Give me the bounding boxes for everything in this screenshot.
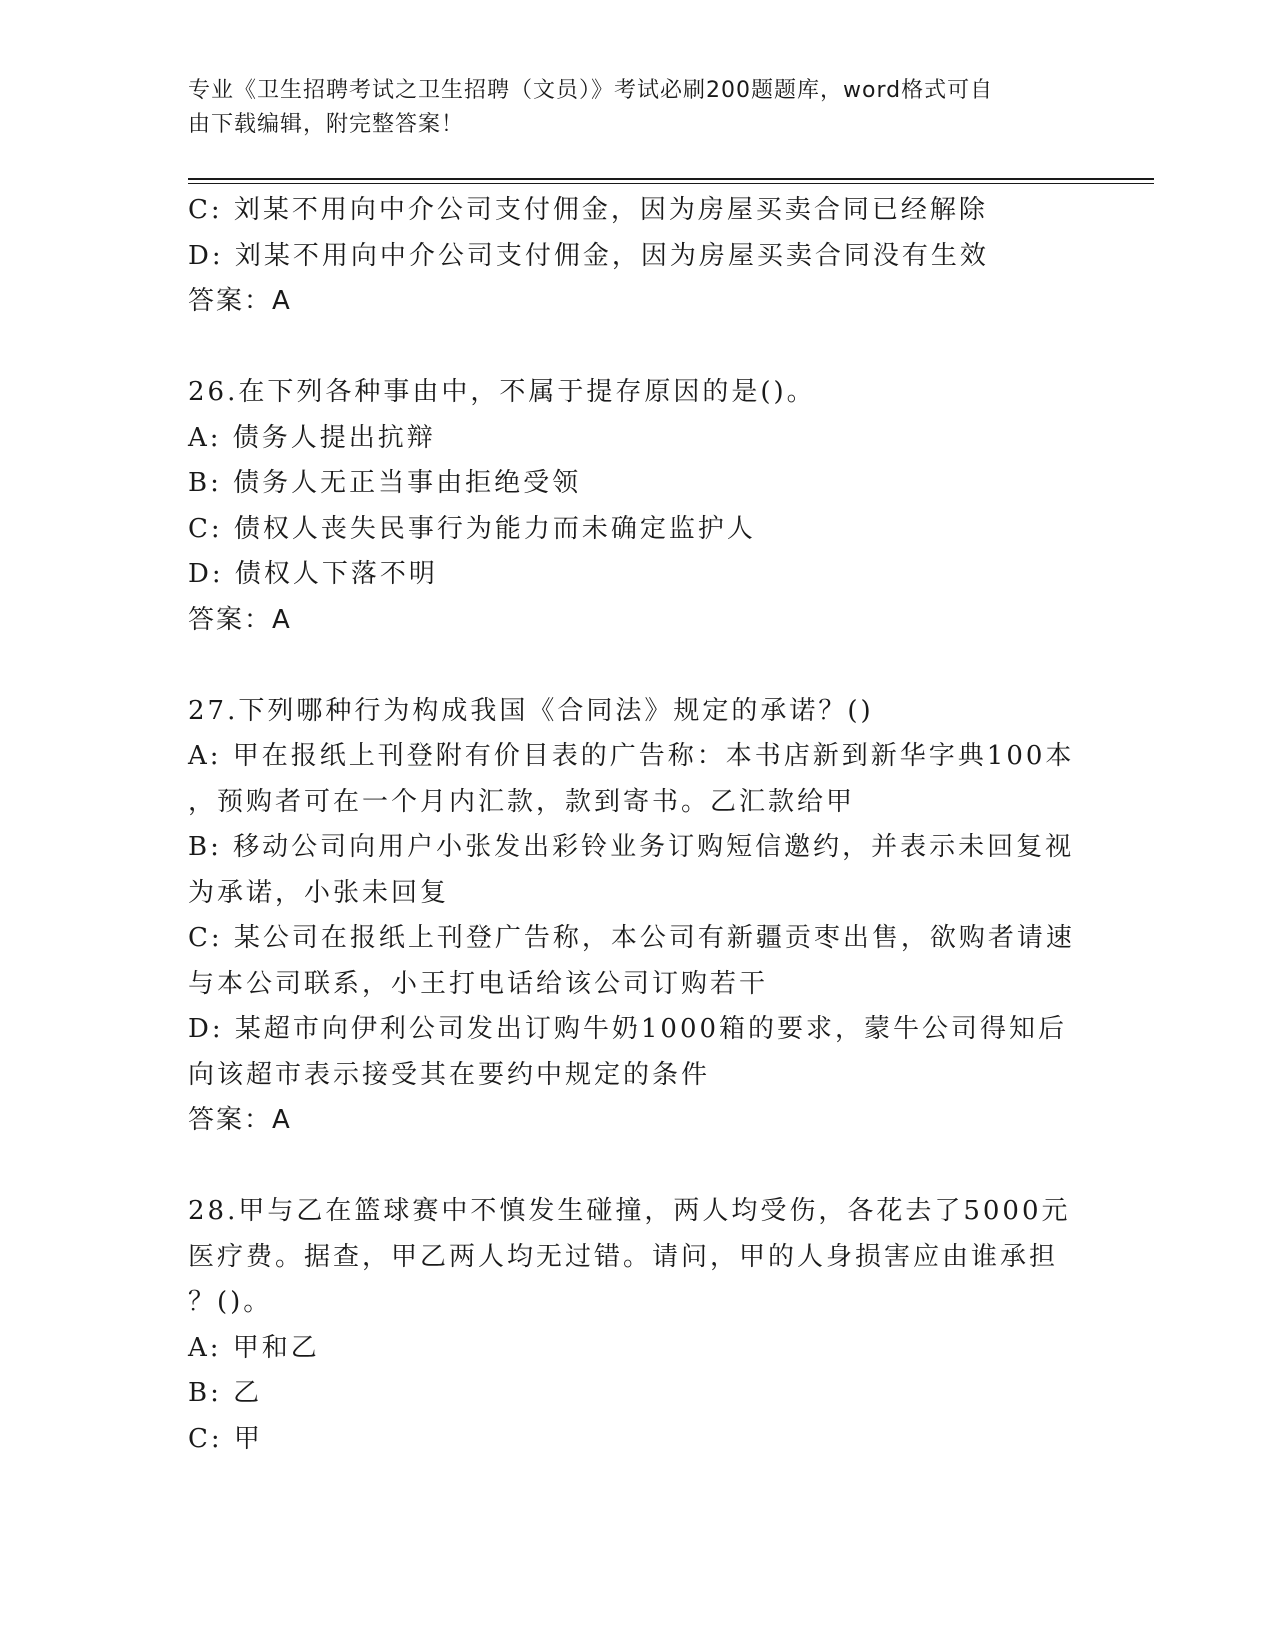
- option-d: D: 某超市向伊利公司发出订购牛奶1000箱的要求，蒙牛公司得知后: [188, 1014, 1068, 1044]
- option-d-continued: 向该超市表示接受其在要约中规定的条件: [188, 1059, 711, 1090]
- option-d: D: 刘某不用向中介公司支付佣金，因为房屋买卖合同没有生效: [188, 240, 989, 271]
- option-c: C: 债权人丧失民事行为能力而未确定监护人: [188, 513, 756, 544]
- option-b: B: 乙: [188, 1378, 263, 1408]
- option-c-continued: 与本公司联系，小王打电话给该公司订购若干: [188, 968, 769, 999]
- question-stem-continued: 医疗费。据查，甲乙两人均无过错。请问，甲的人身损害应由谁承担: [188, 1241, 1059, 1272]
- option-c: C: 刘某不用向中介公司支付佣金，因为房屋买卖合同已经解除: [188, 195, 988, 225]
- question-stem-continued: ？()。: [188, 1287, 273, 1317]
- question-27: [188, 689, 1088, 1144]
- spacer: [188, 1144, 1088, 1190]
- question-stem: 28.甲与乙在篮球赛中不慎发生碰撞，两人均受伤，各花去了5000元: [188, 1196, 1071, 1226]
- option-a: A: 甲和乙: [188, 1332, 320, 1363]
- answer-label: 答案：A: [188, 604, 292, 635]
- question-stem: 26.在下列各种事由中，不属于提存原因的是()。: [188, 377, 816, 407]
- option-a: A: 甲在报纸上刊登附有价目表的广告称：本书店新到新华字典100本: [188, 741, 1075, 771]
- header-line-1: 专业《卫生招聘考试之卫生招聘（文员）》考试必刷200题题库，word格式可自: [188, 78, 994, 103]
- question-26: [188, 370, 1088, 643]
- option-d: D: 债权人下落不明: [188, 559, 438, 589]
- question-stem: 27.下列哪种行为构成我国《合同法》规定的承诺？(): [188, 695, 874, 726]
- spacer: [188, 325, 1088, 371]
- question-content: [188, 188, 1088, 1462]
- option-c: C: 甲: [188, 1423, 263, 1454]
- answer-label: 答案：A: [188, 286, 292, 316]
- question-28: [188, 1189, 1088, 1462]
- spacer: [188, 643, 1088, 689]
- option-c: C: 某公司在报纸上刊登广告称，本公司有新疆贡枣出售，欲购者请速: [188, 923, 1075, 953]
- option-b: B: 债务人无正当事由拒绝受领: [188, 468, 582, 498]
- header-line-2: 由下载编辑，附完整答案！: [188, 112, 465, 137]
- option-b: B: 移动公司向用户小张发出彩铃业务订购短信邀约，并表示未回复视: [188, 832, 1075, 862]
- document-header: [188, 74, 1088, 142]
- header-divider: [188, 178, 1154, 184]
- option-a-continued: ，预购者可在一个月内汇款，款到寄书。乙汇款给甲: [188, 786, 856, 817]
- option-b-continued: 为承诺，小张未回复: [188, 877, 450, 908]
- answer-label: 答案：A: [188, 1105, 292, 1135]
- option-a: A: 债务人提出抗辩: [188, 422, 436, 453]
- question-25: [188, 188, 1088, 325]
